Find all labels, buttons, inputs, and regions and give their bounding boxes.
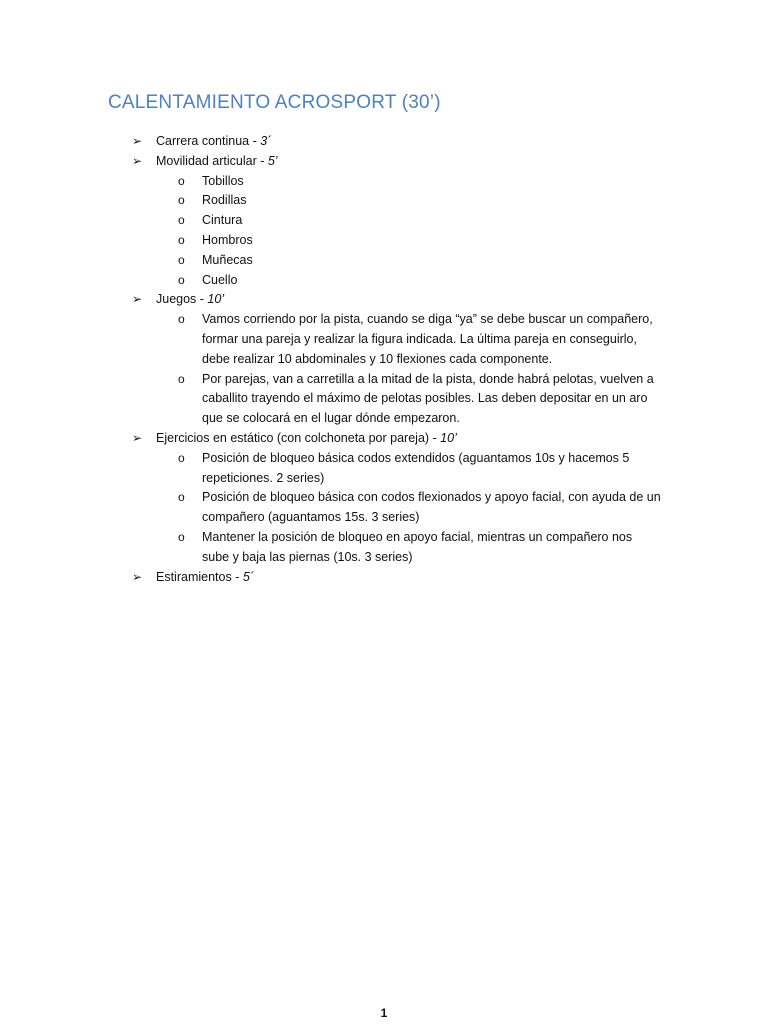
circle-bullet-icon: o <box>178 371 185 386</box>
sub-item-rodillas <box>156 191 662 211</box>
list-item-ejercicios <box>132 429 662 449</box>
sub-item-text: Mantener la posición de bloqueo en apoyo facial, mientras un compañero nos sube y baja las piernas (10s. 3 series) <box>202 529 633 564</box>
list-item-movilidad <box>132 152 662 172</box>
sub-item-cuello <box>156 271 662 291</box>
sub-item-munecas <box>156 251 662 271</box>
list-item-juegos <box>132 290 662 310</box>
circle-bullet-icon: o <box>178 252 185 267</box>
circle-bullet-icon: o <box>178 490 185 505</box>
sub-item-text: Posición de bloqueo básica con codos flexionados y apoyo facial, con ayuda de un compañero (aguantamos 15s. 3 series) <box>202 490 661 525</box>
arrow-bullet-icon: ➢ <box>132 153 143 168</box>
sub-item-ejercicio-1 <box>156 449 662 489</box>
sub-item-text: Vamos corriendo por la pista, cuando se diga “ya” se debe buscar un compañero, formar una pareja y realizar la figura indicada. La última pareja en conseguirlo, debe realizar 10 abdominales y 10 flexiones cada componente. <box>202 312 653 366</box>
item-duration: 10’ <box>440 430 457 445</box>
item-text: Ejercicios en estático (con colchoneta por pareja) - <box>156 430 441 445</box>
sub-list-movilidad <box>132 172 662 291</box>
sub-item-tobillos <box>156 172 662 192</box>
sub-item-text: Cintura <box>202 213 243 228</box>
sub-item-text: Hombros <box>202 232 253 247</box>
sub-item-text: Rodillas <box>202 193 247 208</box>
list-item-estiramientos <box>132 568 662 588</box>
circle-bullet-icon: o <box>178 173 185 188</box>
item-text: Carrera continua - <box>156 134 261 148</box>
sub-item-ejercicio-3 <box>156 528 662 568</box>
arrow-bullet-icon: ➢ <box>132 292 143 307</box>
sub-item-juego-2 <box>156 370 662 429</box>
circle-bullet-icon: o <box>178 450 185 465</box>
sub-item-text: Posición de bloqueo básica codos extendidos (aguantamos 10s y hacemos 5 repeticiones. 2 series) <box>202 450 630 485</box>
item-duration: 5´ <box>242 569 254 584</box>
sub-list-juegos <box>132 310 662 429</box>
arrow-bullet-icon: ➢ <box>132 134 143 148</box>
sub-item-cintura <box>156 211 662 231</box>
circle-bullet-icon: o <box>178 312 185 327</box>
arrow-bullet-icon: ➢ <box>132 569 143 584</box>
item-duration: 3´ <box>260 134 272 148</box>
circle-bullet-icon: o <box>178 213 185 228</box>
item-duration: 5’ <box>267 153 278 168</box>
sub-item-text: Tobillos <box>202 173 244 188</box>
page-number: 1 <box>380 1006 388 1020</box>
sub-item-text: Cuello <box>202 272 238 287</box>
document-title: CALENTAMIENTO ACROSPORT (30’) <box>108 92 441 113</box>
sub-item-ejercicio-2 <box>156 488 662 528</box>
list-item-carrera <box>132 132 662 152</box>
circle-bullet-icon: o <box>178 529 185 544</box>
sub-item-text: Por parejas, van a carretilla a la mitad de la pista, donde habrá pelotas, vuelven a caballito trayendo el máximo de pelotas posibles. Las deben depositar en un aro que se colocará en el lugar dónde empezaron. <box>202 371 654 426</box>
item-text: Juegos - <box>156 292 208 307</box>
sub-item-text: Muñecas <box>202 252 253 267</box>
item-text: Estiramientos - <box>156 569 243 584</box>
circle-bullet-icon: o <box>178 272 185 287</box>
item-text: Movilidad articular - <box>156 153 268 168</box>
item-duration: 10’ <box>207 292 225 307</box>
arrow-bullet-icon: ➢ <box>132 430 143 445</box>
warmup-list <box>132 132 662 587</box>
sub-list-ejercicios <box>132 449 662 568</box>
sub-item-juego-1 <box>156 310 662 369</box>
circle-bullet-icon: o <box>178 232 185 247</box>
sub-item-hombros <box>156 231 662 251</box>
circle-bullet-icon: o <box>178 193 185 208</box>
